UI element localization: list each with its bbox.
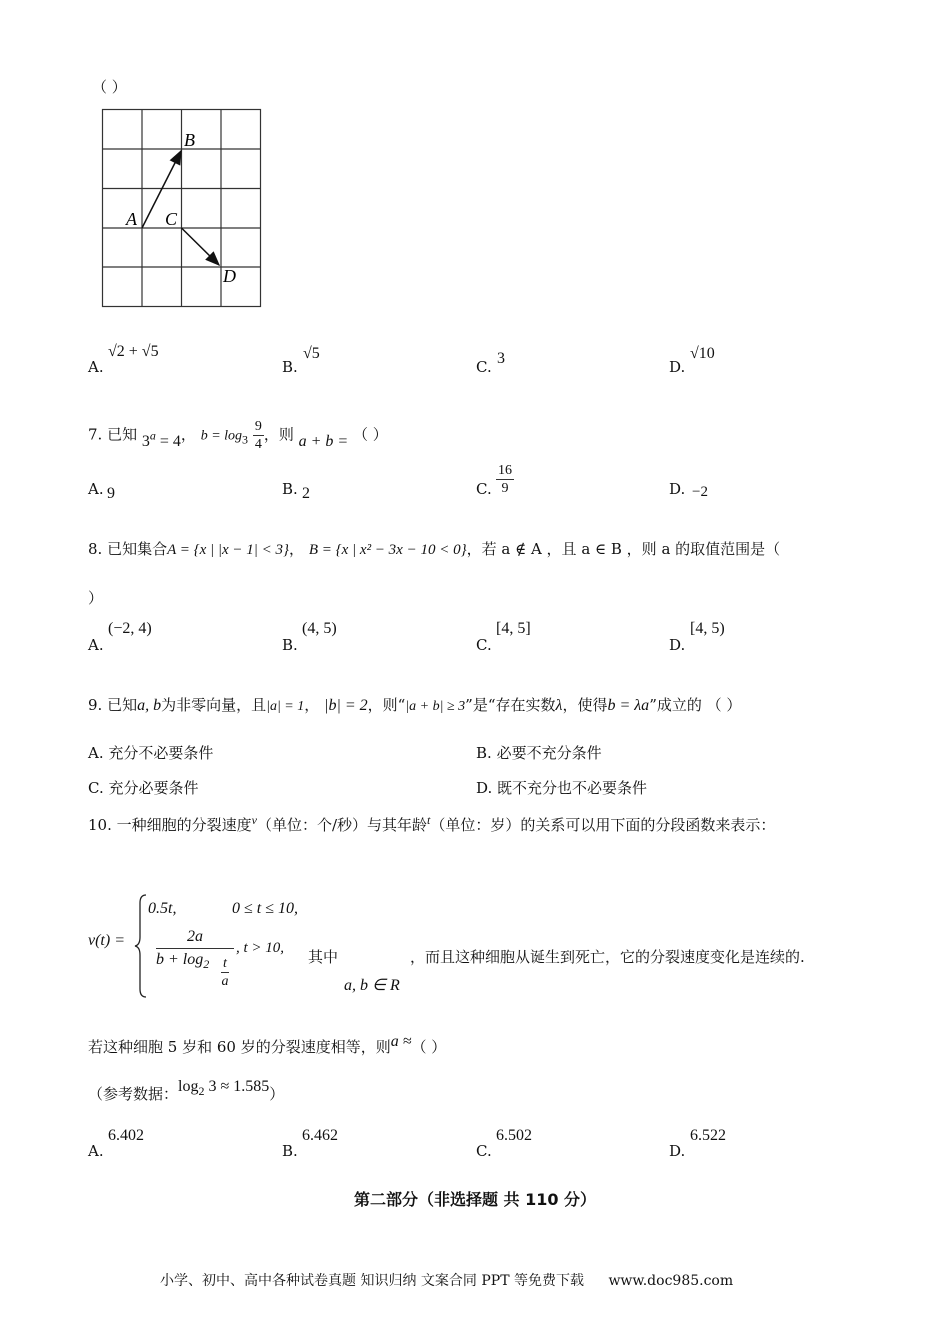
q10-case-2-fraction: 2a $b + \log_2$	[156, 926, 234, 975]
q7-option-b: B.	[282, 480, 298, 498]
q6-option-a-text: √2 + √5	[108, 343, 159, 360]
q8-option-d-text: [4, 5)	[690, 620, 725, 637]
q8-option-b: B.	[282, 636, 298, 654]
q10-case-1: 0.5t,	[148, 900, 177, 917]
section-heading: 第二部分（非选择题 共 110 分）	[353, 1190, 597, 1209]
q10-option-d-text: 6.522	[690, 1127, 726, 1144]
q10-case-2-condition: , t > 10,	[236, 940, 285, 956]
footer-text: 小学、初中、高中各种试卷真题 知识归纳 文案合同 PPT 等免费下载 www.doc985.com	[160, 1273, 734, 1289]
q7-option-a: A.	[88, 480, 104, 498]
q6-option-d: D.	[669, 358, 686, 376]
q6-option-a: A.	[88, 358, 104, 376]
q10-question: 若这种细胞 5 岁和 60 岁的分裂速度相等，则a ≈（ ）	[88, 1033, 447, 1056]
q9-option-c: C. 充分必要条件	[88, 779, 199, 797]
q6-option-d-text: √10	[690, 345, 715, 362]
q10-reference: （参考数据：$\log_2 3 \approx 1.585$）	[88, 1078, 285, 1103]
q7-option-a-text: 9	[107, 485, 115, 502]
question-paren: （ ）	[92, 78, 127, 96]
q7-option-d: D.	[669, 480, 686, 498]
q6-option-c: C.	[476, 358, 492, 376]
q10-option-d: D.	[669, 1142, 686, 1160]
q10-stem: 10. 一种细胞的分裂速度$^v$（单位：个/秒）与其年龄$^t$（单位：岁）的关系可以用下面的分段函数来表示：	[88, 813, 776, 834]
q10-case-1-condition: 0 ≤ t ≤ 10,	[232, 900, 299, 917]
q7-option-c-fraction: $\frac{16}{9}$	[498, 463, 512, 496]
q8-stem: 8. 已知集合A = {x | |x − 1| < 3}， B = {x | x² − 3x − 10 < 0}，若 a ∉ A ，且 a ∈ B ，则 a 的取值范围是（	[88, 540, 781, 558]
q10-option-b-text: 6.462	[302, 1127, 338, 1144]
q10-function-lhs: v(t) =	[88, 932, 125, 949]
q9-stem: 9. 已知a, b为非零向量，且|a| = 1， |b| = 2，则“|a + b| ≥ 3”是“存在实数λ，使得b = λa”成立的 （ ）	[88, 696, 742, 714]
q8-option-a-text: (−2, 4)	[108, 620, 152, 637]
q8-stem-close: ）	[88, 589, 104, 607]
q9-option-d: D. 既不充分也不必要条件	[476, 779, 648, 797]
q10-where-label: 其中	[308, 948, 339, 966]
q10-brace	[134, 893, 148, 999]
q7-stem: 7. 已知 3$^a$ = 4， $b = \log_3$ $\frac{9}{4}$ ，则 a + b = （ ）	[88, 419, 388, 452]
q10-ab-domain: a, b ∈ R	[344, 977, 400, 994]
q9-option-a: A. 充分不必要条件	[88, 744, 214, 762]
vector-cd-arrow	[182, 228, 220, 265]
q6-option-b-text: √5	[303, 345, 320, 362]
q10-case-2-inner-fraction: $\frac{t}{a}$	[221, 956, 229, 989]
point-label-c: C	[165, 209, 178, 229]
q7-option-b-text: 2	[302, 485, 310, 502]
q8-option-c: C.	[476, 636, 492, 654]
q8-option-b-text: (4, 5)	[302, 620, 337, 637]
q10-option-c: C.	[476, 1142, 492, 1160]
q10-option-c-text: 6.502	[496, 1127, 532, 1144]
q8-option-c-text: [4, 5]	[496, 620, 531, 637]
vector-grid-figure	[100, 107, 265, 309]
q7-option-d-text: −2	[692, 484, 708, 500]
q8-option-d: D.	[669, 636, 686, 654]
q10-option-b: B.	[282, 1142, 298, 1160]
q10-option-a: A.	[88, 1142, 104, 1160]
q10-continuity-text: ，而且这种细胞从诞生到死亡，它的分裂速度变化是连续的.	[410, 948, 805, 966]
q6-option-c-text: 3	[497, 350, 505, 367]
footer-link[interactable]: www.doc985.com	[608, 1273, 734, 1289]
point-label-a: A	[126, 209, 137, 229]
q7-option-c: C.	[476, 480, 492, 498]
q10-option-a-text: 6.402	[108, 1127, 144, 1144]
point-label-b: B	[184, 130, 195, 150]
q6-option-b: B.	[282, 358, 298, 376]
point-label-d: D	[223, 266, 236, 286]
q8-option-a: A.	[88, 636, 104, 654]
q9-option-b: B. 必要不充分条件	[476, 744, 602, 762]
